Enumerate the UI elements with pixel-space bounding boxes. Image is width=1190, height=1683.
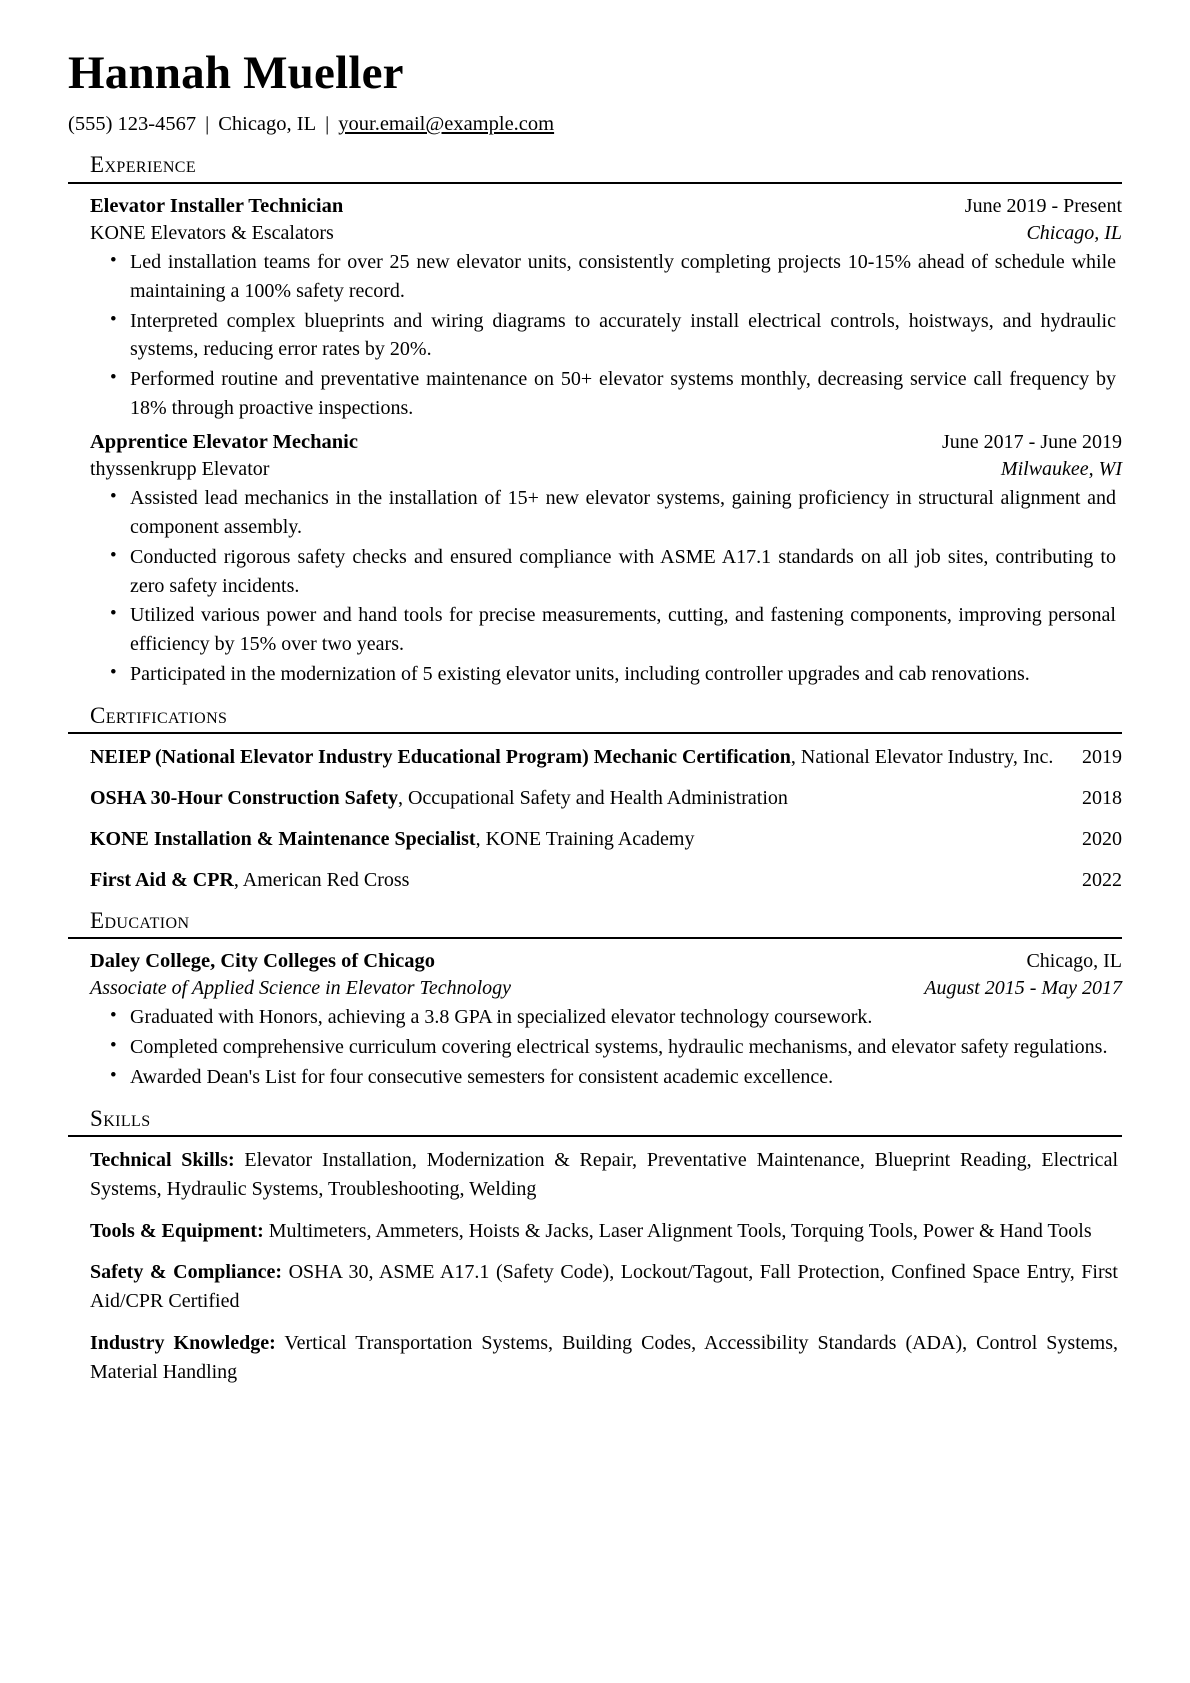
section-heading-experience: Experience [90, 152, 197, 178]
education-entry-subheader [68, 975, 1122, 1001]
education-bullet: • Graduated with Honors, achieving a 3.8 GPA in specialized elevator technology coursework. [68, 1003, 1122, 1032]
skill-category-value: Elevator Installation, Modernization & Repair, Preventative Maintenance, Blueprint Reading, Electrical Systems, Hydraulic Systems, Troubleshooting, Welding [90, 1148, 1118, 1200]
experience-entry-header [68, 429, 1122, 456]
certification-name: First Aid & CPR [90, 868, 234, 891]
certification-year: 2022 [1082, 868, 1122, 891]
certification-row [68, 784, 1122, 812]
certification-year: 2019 [1082, 745, 1122, 768]
job-bullet-list [68, 484, 1122, 689]
certification-year: 2020 [1082, 827, 1122, 850]
section-heading-certifications: Certifications [90, 702, 228, 728]
certification-row [68, 866, 1122, 894]
skill-category-label: Industry Knowledge: [90, 1331, 276, 1354]
experience-section [68, 151, 1122, 688]
skill-category-label: Technical Skills: [90, 1148, 235, 1171]
job-bullet: • Utilized various power and hand tools for precise measurements, cutting, and fastening components, improving personal efficiency by 15% over two years. [68, 601, 1122, 659]
certification-name: NEIEP (National Elevator Industry Educational Program) Mechanic Certification [90, 745, 791, 768]
section-heading-skills: Skills [90, 1105, 151, 1131]
section-rule [68, 937, 1122, 939]
skill-category-value: OSHA 30, ASME A17.1 (Safety Code), Lockout/Tagout, Fall Protection, Confined Space Entry, First Aid/CPR Certified [90, 1261, 1118, 1313]
skill-category-label: Safety & Compliance: [90, 1261, 282, 1284]
certifications-section [68, 702, 1122, 894]
contact-separator: | [325, 112, 330, 135]
job-bullet: • Led installation teams for over 25 new elevator units, consistently completing projects 10-15% ahead of schedule while maintaining a 100% safety record. [68, 248, 1122, 306]
job-bullet: • Performed routine and preventative maintenance on 50+ elevator systems monthly, decreasing service call frequency by 18% through proactive inspections. [68, 365, 1122, 423]
experience-entry [68, 193, 1122, 423]
certification-text [68, 825, 1066, 853]
skill-category-label: Tools & Equipment: [90, 1219, 264, 1242]
skills-section [68, 1105, 1122, 1387]
certification-text [68, 743, 1066, 771]
job-title: Apprentice Elevator Mechanic [90, 430, 358, 453]
job-bullet: • Interpreted complex blueprints and wiring diagrams to accurately install electrical controls, hoistways, and hydraulic systems, reducing error rates by 20%. [68, 307, 1122, 365]
school-name: Daley College, City Colleges of Chicago [90, 950, 436, 972]
certification-issuer: , National Elevator Industry, Inc. [790, 745, 1054, 768]
experience-entry-subheader [68, 220, 1122, 246]
contact-separator: | [205, 112, 210, 135]
certification-issuer: , Occupational Safety and Health Administration [397, 786, 788, 809]
job-location: Milwaukee, WI [1000, 457, 1122, 480]
email-link[interactable]: your.email@example.com [338, 112, 555, 135]
certification-row [68, 825, 1122, 853]
education-entry-header [68, 948, 1122, 975]
certification-text [68, 866, 1066, 894]
job-date: June 2017 - June 2019 [942, 430, 1122, 453]
skill-category-row [68, 1146, 1122, 1204]
skill-category-row [68, 1329, 1122, 1387]
experience-entry [68, 429, 1122, 689]
contact-line [68, 111, 1122, 138]
section-rule [68, 182, 1122, 184]
resume-header [68, 48, 1122, 137]
education-bullet-list [68, 1003, 1122, 1091]
skill-category-value: Vertical Transportation Systems, Building Codes, Accessibility Standards (ADA), Control Systems, Material Handling [90, 1331, 1118, 1383]
candidate-name: Hannah Mueller [68, 47, 404, 99]
section-heading-education: Education [90, 907, 190, 933]
job-bullet: • Participated in the modernization of 5 existing elevator units, including controller upgrades and cab renovations. [68, 660, 1122, 689]
certification-issuer: , KONE Training Academy [475, 827, 695, 850]
contact-location: Chicago, IL [218, 112, 317, 135]
experience-entry-header [68, 193, 1122, 220]
education-bullet: • Completed comprehensive curriculum covering electrical systems, hydraulic mechanisms, and elevator safety regulations. [68, 1033, 1122, 1062]
job-title: Elevator Installer Technician [90, 194, 344, 217]
experience-entry-subheader [68, 456, 1122, 482]
certification-year: 2018 [1082, 786, 1122, 809]
job-organization: KONE Elevators & Escalators [90, 221, 334, 244]
skill-category-value: Multimeters, Ammeters, Hoists & Jacks, Laser Alignment Tools, Torquing Tools, Power & Hand Tools [263, 1219, 1092, 1242]
job-bullet: • Conducted rigorous safety checks and ensured compliance with ASME A17.1 standards on all job sites, contributing to zero safety incidents. [68, 543, 1122, 601]
certification-name: OSHA 30-Hour Construction Safety [90, 786, 398, 809]
job-bullet-list [68, 248, 1122, 423]
certification-text [68, 784, 1066, 812]
certification-name: KONE Installation & Maintenance Specialist [90, 827, 476, 850]
skill-category-row [68, 1217, 1122, 1246]
education-section [68, 907, 1122, 1092]
section-rule [68, 1135, 1122, 1137]
job-bullet: • Assisted lead mechanics in the installation of 15+ new elevator systems, gaining proficiency in structural alignment and component assembly. [68, 484, 1122, 542]
certification-row [68, 743, 1122, 771]
education-entry [68, 948, 1122, 1092]
job-location: Chicago, IL [1026, 221, 1122, 244]
education-date: August 2015 - May 2017 [924, 977, 1122, 1000]
education-bullet: • Awarded Dean's List for four consecutive semesters for consistent academic excellence. [68, 1063, 1122, 1092]
job-date: June 2019 - Present [964, 194, 1122, 217]
skill-category-row [68, 1258, 1122, 1316]
degree-name: Associate of Applied Science in Elevator Technology [90, 977, 512, 1000]
phone-number: (555) 123-4567 [68, 112, 197, 135]
job-organization: thyssenkrupp Elevator [90, 457, 270, 480]
school-location: Chicago, IL [1026, 950, 1122, 972]
section-rule [68, 732, 1122, 734]
certification-issuer: , American Red Cross [233, 868, 410, 891]
